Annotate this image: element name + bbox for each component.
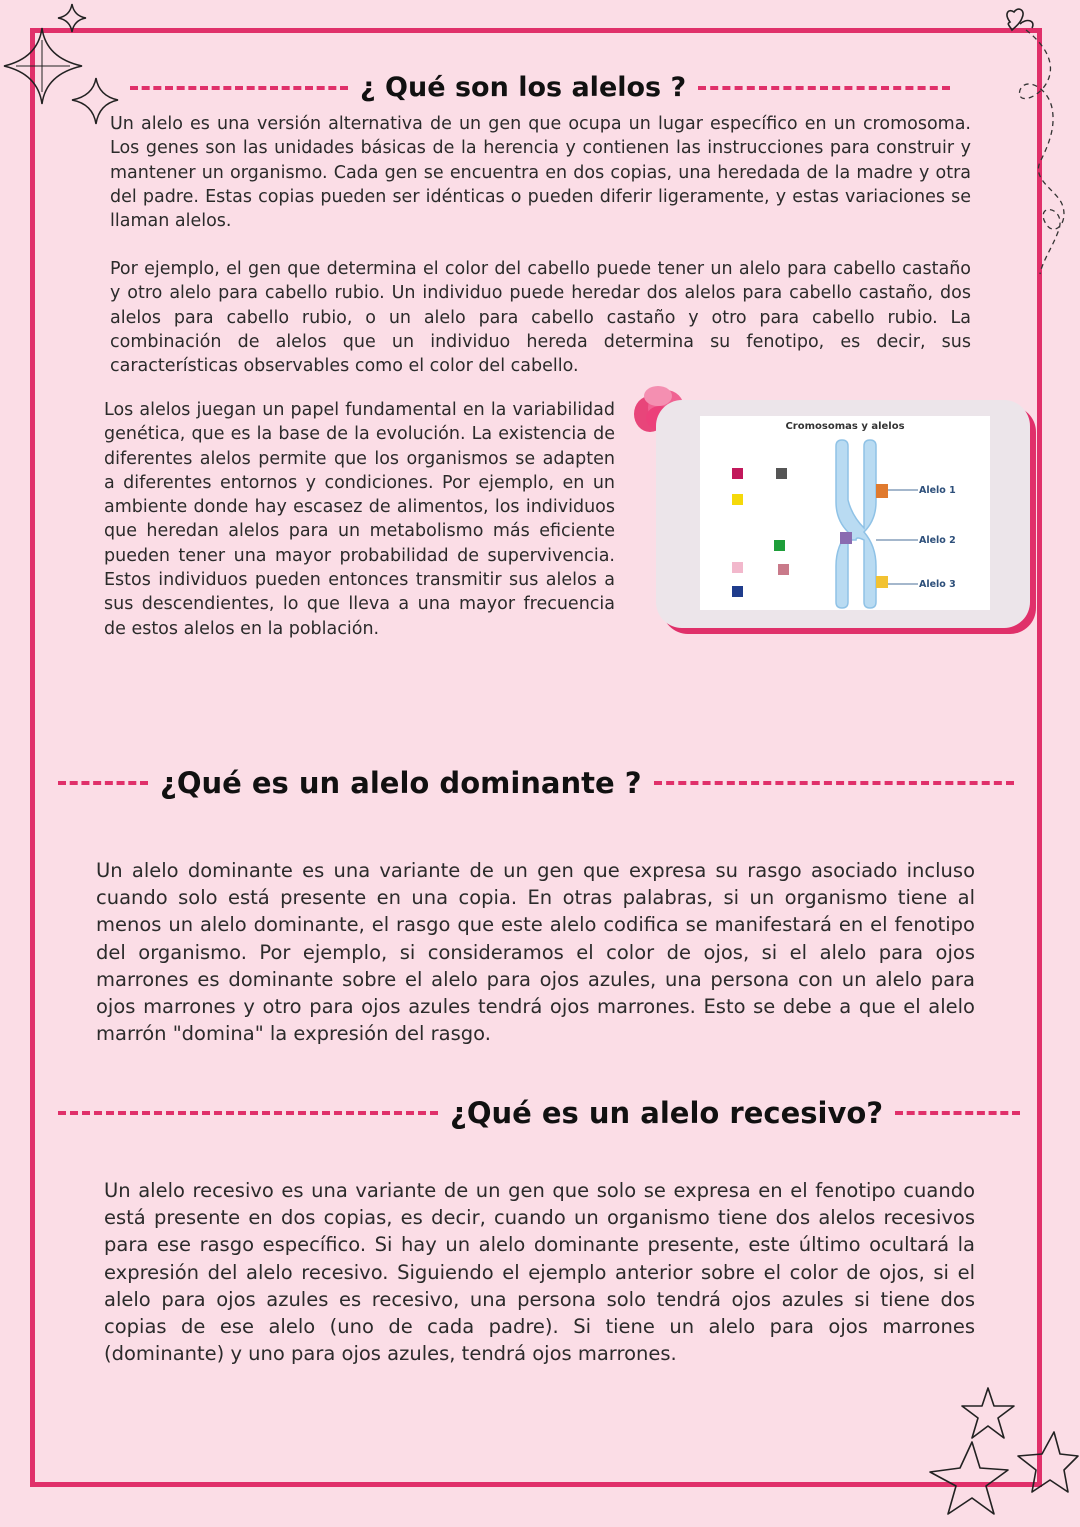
section2-heading-row bbox=[58, 766, 1014, 800]
figure-title: Cromosomas y alelos bbox=[785, 421, 905, 432]
section3-paragraph: Un alelo recesivo es una variante de un gen que solo se expresa en el fenotipo cuando está presente en dos copias, es decir, cuando un organismo tiene dos alelos recesivos para ese rasgo específico. Si hay un alelo dominante presente, este último ocultará la expresión del alelo recesivo. Siguiendo el ejemplo anterior sobre el color de ojos, si el alelo para ojos azules es recesivo, una persona solo tendrá ojos azules si tiene dos copias de ese alelo (uno de cada padre). Si tiene un alelo para ojos marrones (dominante) y uno para ojos azules, tendrá ojos marrones. bbox=[104, 1179, 975, 1366]
section1-paragraph1: Un alelo es una versión alternativa de un gen que ocupa un lugar específico en un cromosoma. Los genes son las unidades básicas de la herencia y contienen las instrucciones para construir y mantener un organismo. Cada gen se encuentra en dos copias, una heredada de la madre y otra del padre. Estas copias pueden ser idénticas o pueden diferir ligeramente, y estas variaciones se llaman alelos. bbox=[110, 114, 971, 232]
section1-paragraph2: Por ejemplo, el gen que determina el color del cabello puede tener un alelo para cabello castaño y otro alelo para cabello rubio. Un individuo puede heredar dos alelos para cabello castaño, dos alelos para cabello rubio, o un alelo para cabello castaño y otro para cabello rubio. La combinación de alelos que un individuo hereda determina su fenotipo, es decir, sus características observables como el color del cabello. bbox=[110, 259, 971, 377]
allele-square-green bbox=[774, 540, 785, 551]
heading-dash-left bbox=[58, 781, 148, 785]
allele2-band bbox=[840, 532, 852, 544]
allele-label-2: Alelo 2 bbox=[919, 535, 956, 546]
chromosome-diagram bbox=[700, 416, 990, 610]
section1-heading: ¿ Qué son los alelos ? bbox=[360, 72, 687, 103]
section1-paragraph3: Los alelos juegan un papel fundamental en la variabilidad genética, que es la base de la evolución. La existencia de diferentes alelos permite que los organismos se adapten a diferentes entornos y condiciones. Por ejemplo, en un ambiente donde hay escasez de alimentos, los individuos que heredan alelos para un metabolismo más eficiente pueden tener una mayor probabilidad de supervivencia. Estos individuos pueden entonces transmitir sus alelos a sus descendientes, lo que lleva a una mayor frecuencia de estos alelos en la población. bbox=[104, 400, 615, 639]
allele-label-1: Alelo 1 bbox=[919, 485, 956, 496]
section3-heading: ¿Qué es un alelo recesivo? bbox=[450, 1096, 884, 1130]
sparkle-stars-icon bbox=[0, 0, 125, 130]
allele-square-mauve bbox=[778, 564, 789, 575]
allele3-band bbox=[876, 576, 888, 588]
section1-heading-row bbox=[130, 72, 950, 103]
allele1-band bbox=[876, 484, 888, 498]
section2-heading: ¿Qué es un alelo dominante ? bbox=[160, 766, 642, 800]
section2-paragraph: Un alelo dominante es una variante de un gen que expresa su rasgo asociado incluso cuando solo está presente en una copia. En otras palabras, si un organismo tiene al menos un alelo dominante, el rasgo que este alelo codifica se manifestará en el fenotipo del organismo. Por ejemplo, si consideramos el color de ojos, si el alelo para ojos marrones es dominante sobre el alelo para ojos azules, una persona con un alelo para ojos marrones y otro para ojos azules tendrá ojos marrones. Esto se debe a que el alelo marrón "domina" la expresión del rasgo. bbox=[96, 859, 975, 1046]
allele-square-pink bbox=[732, 562, 743, 573]
allele-label-3: Alelo 3 bbox=[919, 579, 956, 590]
heading-dash-right bbox=[698, 86, 950, 90]
allele-square-gray bbox=[776, 468, 787, 479]
heading-dash-left bbox=[130, 86, 348, 90]
allele-square-crimson bbox=[732, 468, 743, 479]
chromosome-figure bbox=[700, 416, 990, 610]
allele-square-navy bbox=[732, 586, 743, 597]
heart-doodle-icon bbox=[996, 4, 1080, 280]
heading-dash-right bbox=[895, 1111, 1020, 1115]
outline-stars-icon bbox=[918, 1382, 1080, 1527]
chromosome-shape bbox=[836, 440, 876, 608]
heading-dash-right bbox=[654, 781, 1014, 785]
allele-square-yellow bbox=[732, 494, 743, 505]
heading-dash-left bbox=[58, 1111, 438, 1115]
section3-heading-row bbox=[58, 1096, 1020, 1130]
